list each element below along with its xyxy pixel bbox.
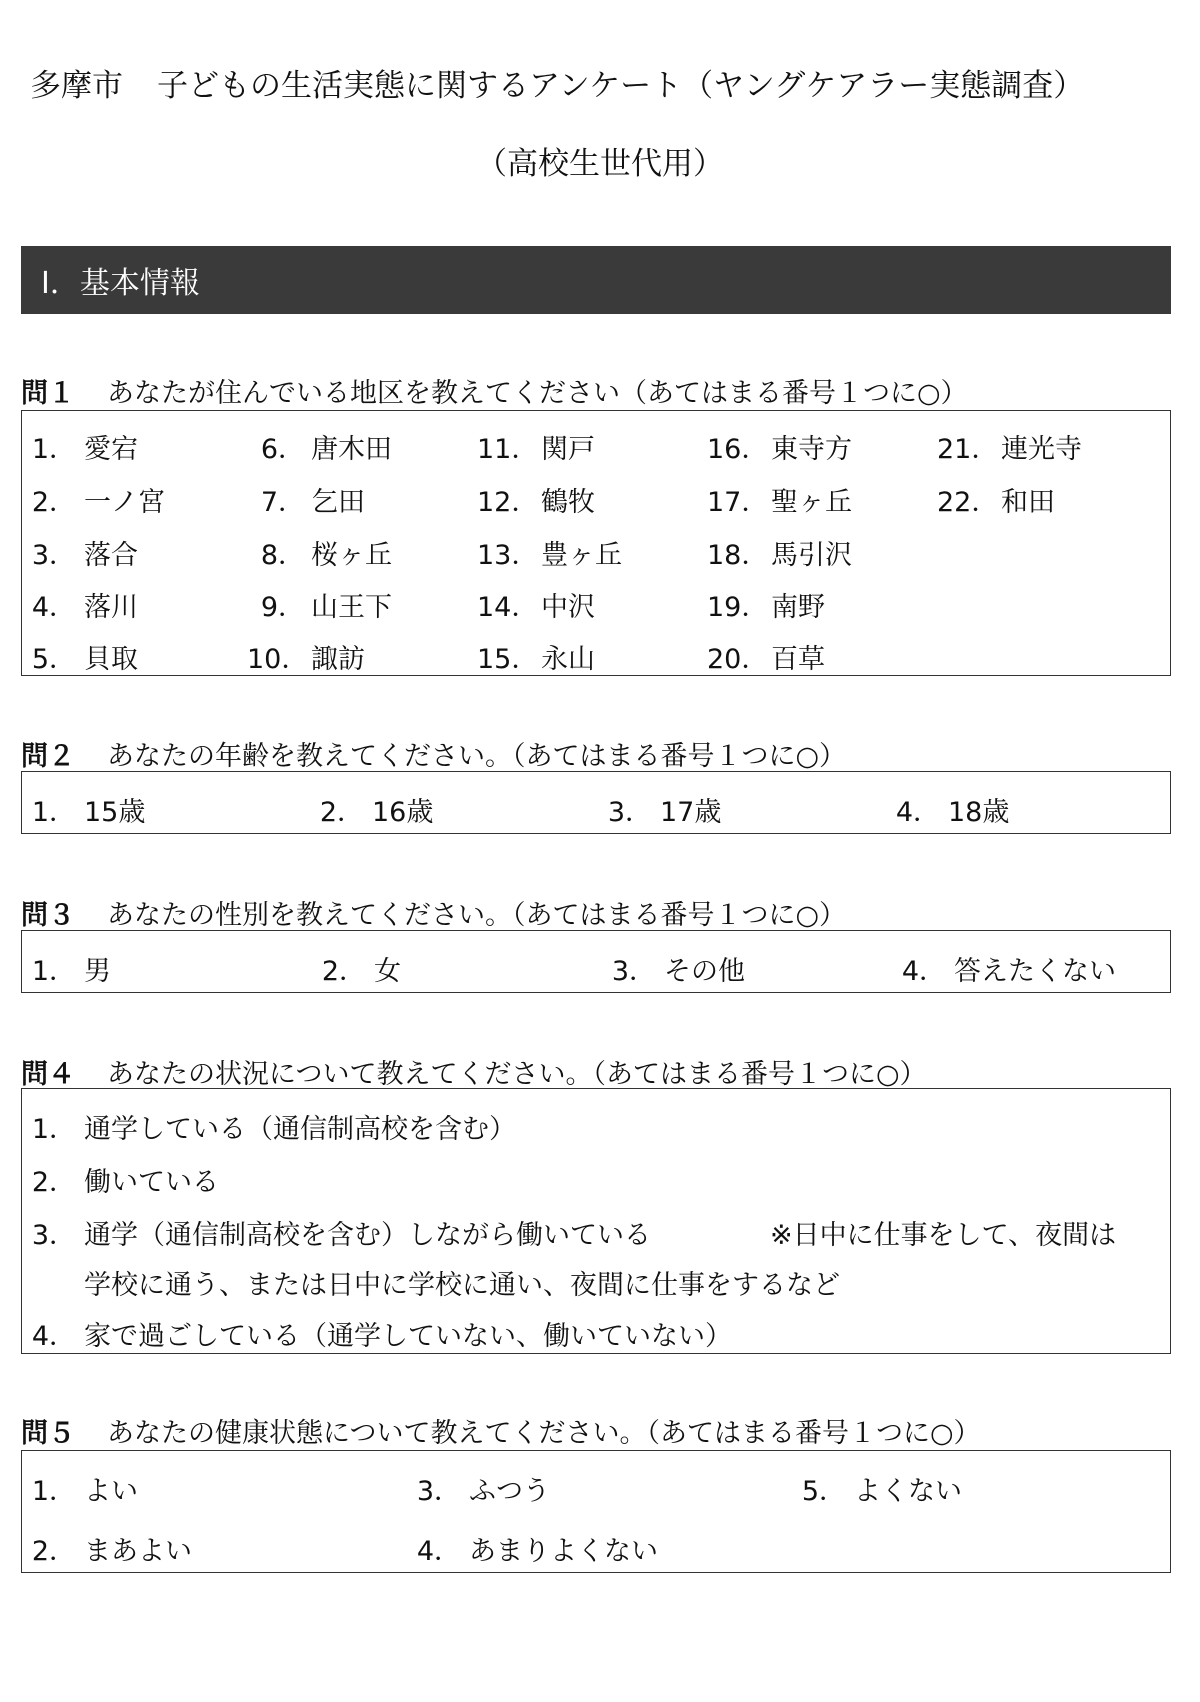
option-age[interactable]: 4． 18歳 bbox=[895, 797, 1010, 828]
option-gender[interactable]: 3． その他 bbox=[611, 956, 745, 987]
option-age[interactable]: 3． 17歳 bbox=[607, 797, 722, 828]
option-area[interactable]: 5． 貝取 bbox=[31, 644, 138, 675]
option-label: あまりよくない bbox=[469, 1536, 658, 1567]
option-age[interactable]: 2． 16歳 bbox=[319, 797, 434, 828]
question-text: あなたの性別を教えてください。（あてはまる番号１つに○） bbox=[107, 900, 847, 931]
section-label: Ⅰ．基本情報 bbox=[41, 266, 200, 301]
page-title bbox=[30, 60, 1084, 105]
option-area[interactable]: 21．連光寺 bbox=[937, 434, 1082, 465]
option-area[interactable]: 4． 落川 bbox=[31, 592, 138, 623]
option-label: 通学（通信制高校を含む）しながら働いている bbox=[84, 1220, 651, 1251]
option-area[interactable]: 10．諏訪 bbox=[247, 644, 365, 675]
option-label: 男 bbox=[84, 956, 111, 987]
q3-options-box bbox=[21, 930, 1171, 993]
city-name: 多摩市 bbox=[30, 68, 123, 104]
question-text: あなたが住んでいる地区を教えてください（あてはまる番号１つに○） bbox=[107, 378, 968, 409]
question-text: あなたの健康状態について教えてください。（あてはまる番号１つに○） bbox=[107, 1418, 981, 1449]
option-label: 南野 bbox=[771, 592, 825, 623]
section-header-basic-info bbox=[21, 246, 1171, 314]
option-status[interactable]: 4． 家で過ごしている（通学していない、働いていない） bbox=[31, 1321, 732, 1352]
question-4 bbox=[21, 1052, 927, 1091]
option-label: 愛宕 bbox=[84, 434, 138, 465]
option-label: 中沢 bbox=[541, 592, 595, 623]
option-status[interactable]: 1． 通学している（通信制高校を含む） bbox=[31, 1114, 516, 1145]
q5-options-box bbox=[21, 1450, 1171, 1573]
option-label: 関戸 bbox=[541, 434, 595, 465]
option-label: 15歳 bbox=[84, 797, 146, 828]
option-area[interactable]: 3． 落合 bbox=[31, 540, 138, 571]
option-gender[interactable]: 2． 女 bbox=[321, 956, 401, 987]
option-health[interactable]: 3． ふつう bbox=[416, 1476, 550, 1507]
question-3 bbox=[21, 893, 846, 932]
option-label: よくない bbox=[854, 1476, 962, 1507]
option-label: よい bbox=[84, 1476, 138, 1507]
question-5 bbox=[21, 1411, 981, 1450]
option-label: 乞田 bbox=[311, 487, 365, 518]
option-label: 貝取 bbox=[84, 644, 138, 675]
question-number: 問５ bbox=[21, 1418, 75, 1449]
q4-options-box bbox=[21, 1088, 1171, 1354]
question-text: あなたの状況について教えてください。（あてはまる番号１つに○） bbox=[107, 1059, 927, 1090]
option-label: 鶴牧 bbox=[541, 487, 595, 518]
option-area[interactable]: 17．聖ヶ丘 bbox=[707, 487, 852, 518]
option-label: 唐木田 bbox=[311, 434, 392, 465]
option-label: 百草 bbox=[771, 644, 825, 675]
option-label: 働いている bbox=[84, 1167, 219, 1198]
option-label: 17歳 bbox=[660, 797, 722, 828]
question-1 bbox=[21, 371, 968, 410]
option-label: まあよい bbox=[84, 1536, 192, 1567]
option-label: 落合 bbox=[84, 540, 138, 571]
option-area[interactable]: 11．関戸 bbox=[477, 434, 595, 465]
option-label: 一ノ宮 bbox=[84, 487, 165, 518]
option-area[interactable]: 8． 桜ヶ丘 bbox=[260, 540, 392, 571]
option-health[interactable]: 4． あまりよくない bbox=[416, 1536, 658, 1567]
option-label: 諏訪 bbox=[311, 644, 365, 675]
option-area[interactable]: 6． 唐木田 bbox=[260, 434, 392, 465]
option-label: 馬引沢 bbox=[771, 540, 852, 571]
option-label: その他 bbox=[664, 956, 745, 987]
option-label: 連光寺 bbox=[1001, 434, 1082, 465]
option-label: 東寺方 bbox=[771, 434, 852, 465]
option-status[interactable]: 3． 通学（通信制高校を含む）しながら働いている bbox=[31, 1220, 651, 1251]
option-area[interactable]: 15．永山 bbox=[477, 644, 595, 675]
option-label: 豊ヶ丘 bbox=[541, 540, 622, 571]
question-2 bbox=[21, 734, 846, 773]
survey-title: 子どもの生活実態に関するアンケート（ヤングケアラー実態調査） bbox=[157, 68, 1085, 104]
option-area[interactable]: 22．和田 bbox=[937, 487, 1055, 518]
q1-options-box bbox=[21, 410, 1171, 676]
option-gender[interactable]: 4． 答えたくない bbox=[901, 956, 1116, 987]
option-note-continued: 学校に通う、または日中に学校に通い、夜間に仕事をするなど bbox=[84, 1270, 840, 1301]
option-area[interactable]: 16．東寺方 bbox=[707, 434, 852, 465]
question-text: あなたの年齢を教えてください。（あてはまる番号１つに○） bbox=[107, 741, 847, 772]
option-area[interactable]: 14．中沢 bbox=[477, 592, 595, 623]
option-label: ふつう bbox=[469, 1476, 550, 1507]
option-area[interactable]: 9． 山王下 bbox=[260, 592, 392, 623]
option-area[interactable]: 12．鶴牧 bbox=[477, 487, 595, 518]
option-area[interactable]: 20．百草 bbox=[707, 644, 825, 675]
option-note: ※日中に仕事をして、夜間は bbox=[770, 1220, 1117, 1251]
option-area[interactable]: 19．南野 bbox=[707, 592, 825, 623]
option-label: 家で過ごしている（通学していない、働いていない） bbox=[84, 1321, 732, 1352]
option-health[interactable]: 1． よい bbox=[31, 1476, 138, 1507]
option-health[interactable]: 5． よくない bbox=[801, 1476, 962, 1507]
option-health[interactable]: 2． まあよい bbox=[31, 1536, 192, 1567]
option-area[interactable]: 18．馬引沢 bbox=[707, 540, 852, 571]
option-status[interactable]: 2． 働いている bbox=[31, 1167, 219, 1198]
option-label: 18歳 bbox=[948, 797, 1010, 828]
option-label: 女 bbox=[374, 956, 401, 987]
option-label: 16歳 bbox=[372, 797, 434, 828]
option-gender[interactable]: 1． 男 bbox=[31, 956, 111, 987]
option-label: 山王下 bbox=[311, 592, 392, 623]
option-label: 和田 bbox=[1001, 487, 1055, 518]
question-number: 問４ bbox=[21, 1059, 75, 1090]
option-area[interactable]: 1． 愛宕 bbox=[31, 434, 138, 465]
question-number: 問３ bbox=[21, 900, 75, 931]
option-label: 桜ヶ丘 bbox=[311, 540, 392, 571]
option-label: 聖ヶ丘 bbox=[771, 487, 852, 518]
option-area[interactable]: 7． 乞田 bbox=[260, 487, 365, 518]
option-area[interactable]: 2． 一ノ宮 bbox=[31, 487, 165, 518]
q2-options-box bbox=[21, 771, 1171, 834]
page-subtitle: （高校生世代用） bbox=[476, 146, 724, 182]
question-number: 問１ bbox=[21, 378, 75, 409]
option-age[interactable]: 1． 15歳 bbox=[31, 797, 146, 828]
option-label: 通学している（通信制高校を含む） bbox=[84, 1114, 516, 1145]
option-label: 永山 bbox=[541, 644, 595, 675]
option-label: 答えたくない bbox=[954, 956, 1116, 987]
option-area[interactable]: 13．豊ヶ丘 bbox=[477, 540, 622, 571]
question-number: 問２ bbox=[21, 741, 75, 772]
option-label: 落川 bbox=[84, 592, 138, 623]
